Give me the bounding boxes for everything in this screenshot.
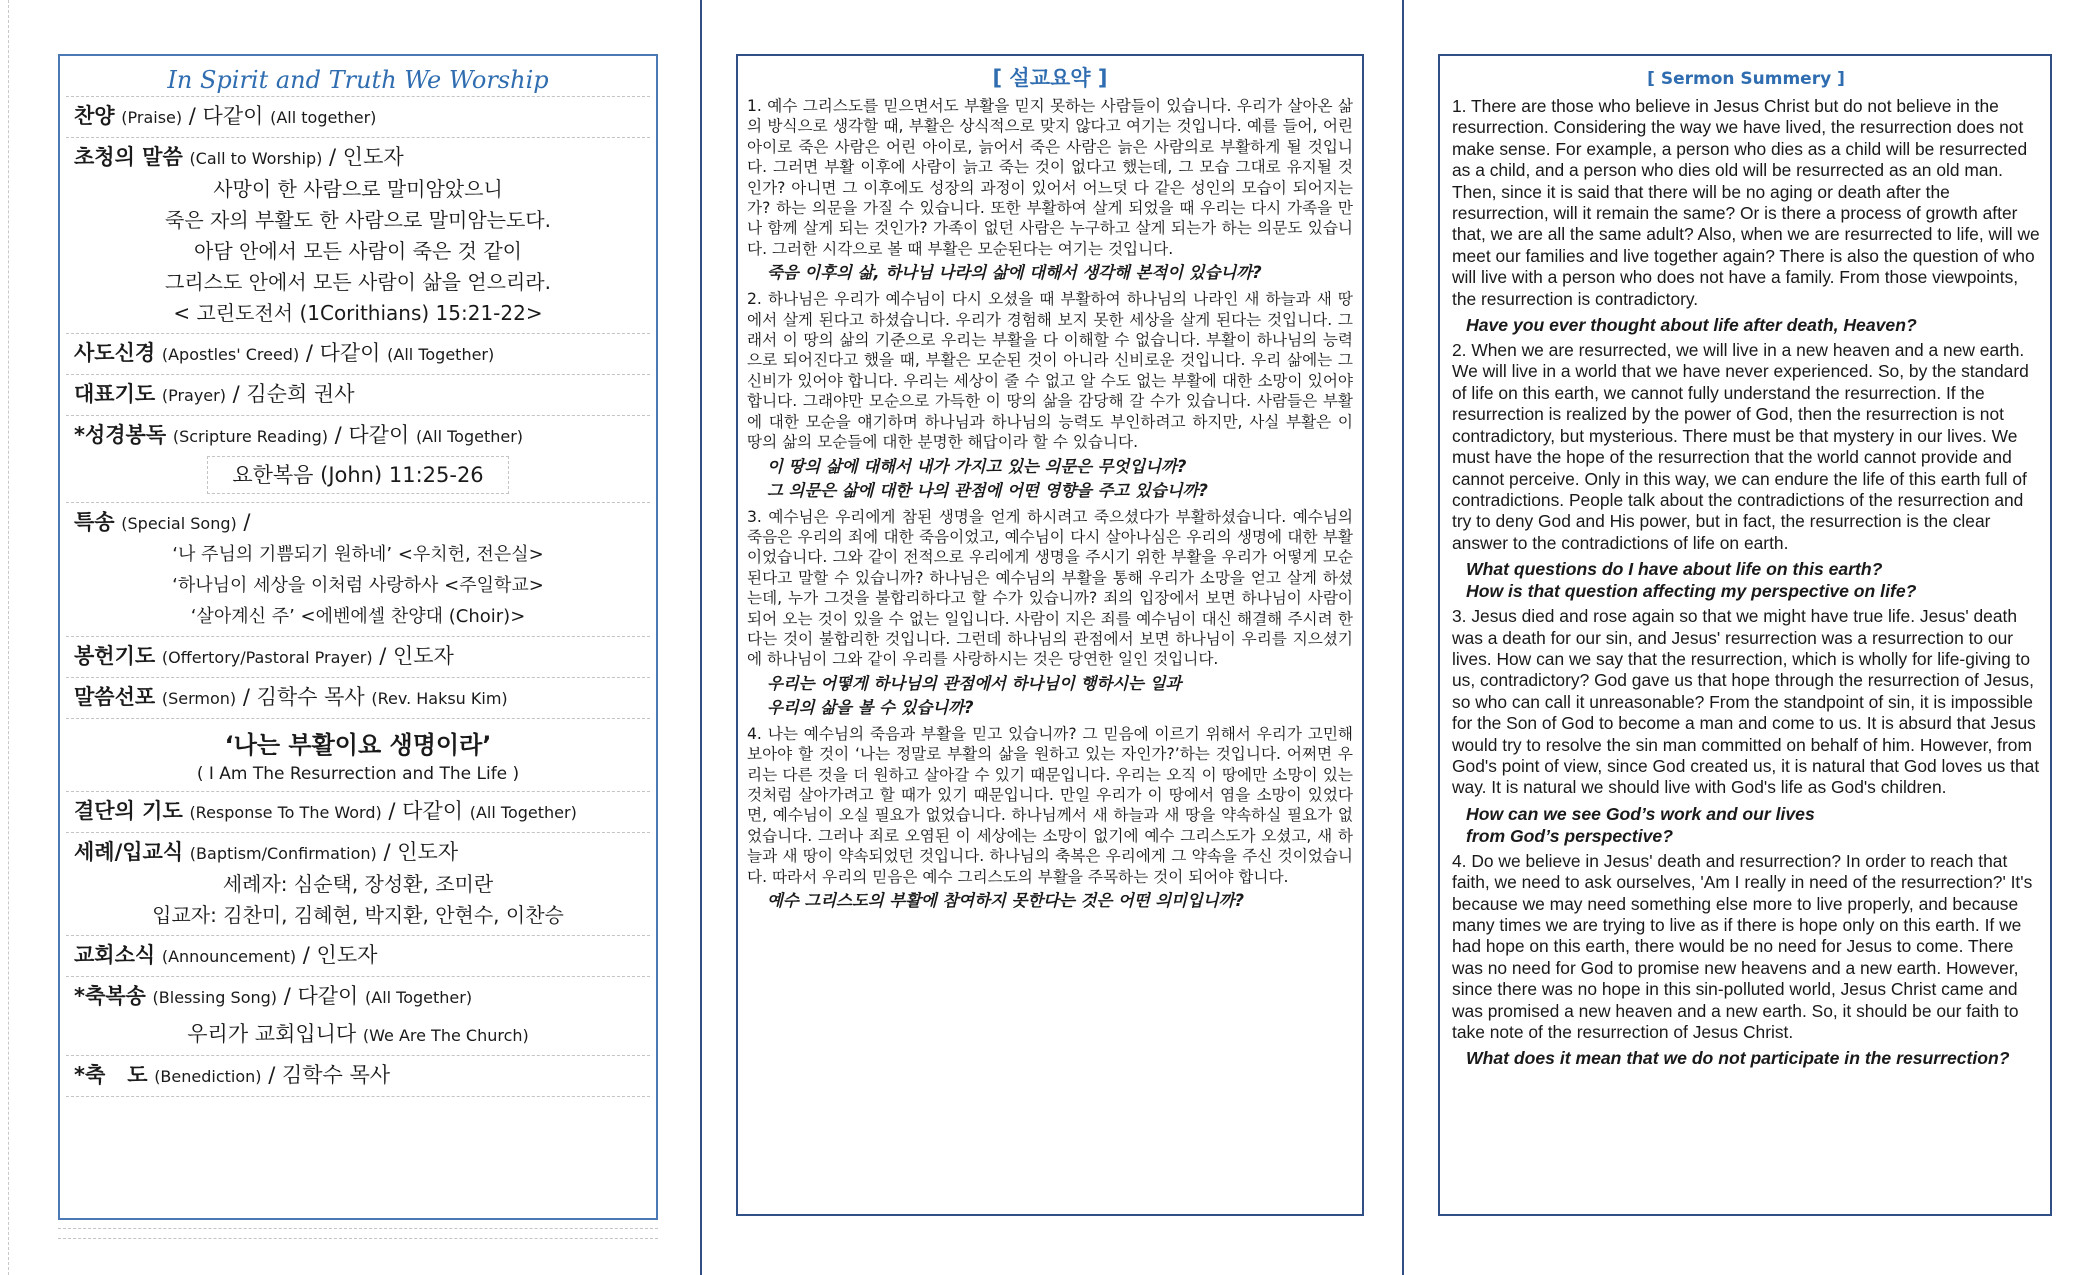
sermon-preacher-en: (Rev. Haksu Kim) xyxy=(371,689,508,708)
english-question-1: Have you ever thought about life after death, Heaven? xyxy=(1466,315,1917,336)
response-row xyxy=(66,791,650,832)
sermon-preacher: / 김학수 목사 xyxy=(236,685,372,709)
offertory-row xyxy=(66,636,650,677)
baptism-leader: / 인도자 xyxy=(376,840,459,864)
call-leader: / 인도자 xyxy=(322,145,404,169)
korean-question-3a: 우리는 어떻게 하나님의 관점에서 하나님이 행하시는 일과 xyxy=(767,673,1182,693)
bottom-dashed-line xyxy=(58,1238,658,1239)
sermon-title-row xyxy=(66,718,650,791)
creed-leader: / 다같이 xyxy=(299,341,388,365)
blessing-song-label: *축복송 xyxy=(74,984,146,1008)
special-song-separator: / xyxy=(236,510,251,534)
prayer-leader: / 김순희 권사 xyxy=(225,382,355,406)
blessing-song-leader: / 다같이 xyxy=(277,984,365,1008)
offertory-label-en: (Offertory/Pastoral Prayer) xyxy=(161,648,373,667)
english-summary-panel xyxy=(1438,54,2052,1216)
fold-line xyxy=(8,0,9,1275)
korean-question-1: 죽음 이후의 삶, 하나님 나라의 삶에 대해서 생각해 본적이 있습니까? xyxy=(767,263,1262,283)
order-title: In Spirit and Truth We Worship xyxy=(167,66,549,94)
korean-paragraph-2: 2. 하나님은 우리가 예수님이 다시 오셨을 때 부활하여 하나님의 나라인 새 하늘과 새 땅에서 살게 된다고 하셨습니다. 우리가 경험해 보지 못한 세상을 살게 된다는 것입니다. 그래서 이 땅의 삶의 기준으로 우리는 부활을 다 이해할 수 없습니다. 부활이 하나님의 능력으로 되어진다고 했을 때, 부활은 모순된 것이 아니라 신비로운 것입니다. 우리 삶에는 그 신비가 있어야 합니다. 우리는 세상이 줄 수 없고 알 수도 없는 부활에 대한 소망이 있어야 합니다. 그래야만 모순으로 가득한 이 땅의 삶을 감당해 갈 수가 있습니다. 사람들은 부활에 대한 모순을 얘기하며 하나님과 하나님의 능력도 부인하려고 하지만, 사실 부활은 이 땅의 삶의 모순들에 대한 분명한 해답이라 할 수 있습니다. xyxy=(747,290,1353,452)
sermon-row xyxy=(66,677,650,718)
call-label: 초청의 말씀 xyxy=(74,145,183,169)
call-to-worship-row xyxy=(66,137,650,333)
scripture-label-en: (Scripture Reading) xyxy=(172,427,328,446)
benediction-label-en: (Benediction) xyxy=(154,1067,262,1086)
scripture-row xyxy=(66,415,650,502)
praise-row xyxy=(66,96,650,137)
column-divider-right xyxy=(1402,0,1404,1275)
offertory-leader: / 인도자 xyxy=(372,644,454,668)
call-verse-line: 죽은 자의 부활도 한 사람으로 말미암는도다. xyxy=(165,208,551,232)
baptism-names: 세례자: 심순택, 장성환, 조미란 xyxy=(222,872,494,896)
creed-row xyxy=(66,333,650,374)
korean-question-4: 예수 그리스도의 부활에 참여하지 못한다는 것은 어떤 의미입니까? xyxy=(767,891,1244,910)
scripture-leader-en: (All Together) xyxy=(415,427,524,446)
sermon-title-en: ( I Am The Resurrection and The Life ) xyxy=(196,764,520,784)
baptism-label: 세례/입교식 xyxy=(74,840,184,864)
response-label-en: (Response To The Word) xyxy=(189,803,382,822)
english-summary-title: [ Sermon Summery ] xyxy=(1647,69,1845,89)
confirmation-names: 입교자: 김찬미, 김혜현, 박지환, 안현수, 이찬승 xyxy=(152,903,564,927)
korean-question-2a: 이 땅의 삶에 대해서 내가 가지고 있는 의문은 무엇입니까? xyxy=(767,456,1187,476)
english-paragraph-3: 3. Jesus died and rose again so that we might have true life. Jesus' death was a death for our sin, and Jesus' resurrection was a resurrection to our lives. How can we say that the resurrection, which is wholly for life-giving to us, contradictory? God gave us that hope through the resurrection of Jesus, so who can call it unreasonable? From the standpoint of sin, it is impossible for the Son of God to become a man and come to us. It is absurd that Jesus would try to resolve the sin man committed on behalf of him. However, from God's point of view, since God created us, it is natural that God loves us that way. It is natural we should live with God's life as God's children. xyxy=(1452,606,2040,798)
korean-paragraph-1: 1. 예수 그리스도를 믿으면서도 부활을 믿지 못하는 사람들이 있습니다. 우리가 살아온 삶의 방식으로 생각할 때, 부활은 상식적으로 맞지 않다고 여기는 것입니다. 예를 들어, 어린 아이로 죽은 사람은 어린 아이로, 늙어서 죽은 사람은 늙은 사람의로 부활하게 될 것입니다. 그러면 부활 이후에 사람이 늙고 죽는 것이 없다고 했는데, 그 모습 그대로 유지될 것인가? 아니면 그 이후에도 성장의 과정이 있어서 어느덧 다 같은 성인의 모습이 되어지는가? 하는 의문을 가질 수 있습니다. 또한 부활하여 살게 되었을 때 우리는 다시 가족을 만나 함께 살게 되는 것인가? 가족이 없던 사람은 누구하고 살게 되는가 하는 의문도 있습니다. 그러한 시각으로 볼 때 부활은 모순된다는 여기는 것입니다. xyxy=(747,97,1353,258)
english-paragraph-4: 4. Do we believe in Jesus' death and resurrection? In order to reach that faith, we need to ask ourselves, 'Am I really in need of the resurrection?' It's because we may need something else more to live properly, and because many times we are trying to live as if there is hope only on this earth. If we had hope on this earth, there would be no need for Jesus to come. There was no need for God to promise new heavens and a new earth. However, since there was no hope in this sin-polluted world, Jesus Christ came and was promised a new heaven and a new earth. So, it should be our faith to take note of the resurrection of Jesus Christ. xyxy=(1452,850,2033,1043)
special-song-item: ‘살아계신 주’ <에벤에셀 찬양대 (Choir)> xyxy=(190,606,526,627)
benediction-label: *축 도 xyxy=(74,1063,148,1087)
blessing-song-leader-en: (All Together) xyxy=(365,988,473,1007)
bottom-dashed-line xyxy=(58,1228,658,1229)
sermon-label: 말씀선포 xyxy=(74,685,156,709)
english-paragraph-2: 2. When we are resurrected, we will live in a new heaven and a new earth. We will live in a world that we have never experienced. So, by the standard of life on this earth, we cannot fully understand the resurrection. If the resurrection is realized by the power of God, then the resurrection is not contradictory, but mysterious. There must be that mystery in our lives. We must have the hope of the resurrection that the world cannot provide and cannot perceive. Only in this way, we can endure the life of this earth full of contradictions. People talk about the contradictions of the resurrection and try to deny God and His power, but in fact, the resurrection is the clear answer to the contradictions of life on earth. xyxy=(1452,340,2029,553)
korean-summary-title: [ 설교요약 ] xyxy=(992,66,1108,90)
blessing-song-label-en: (Blessing Song) xyxy=(152,988,278,1007)
creed-label: 사도신경 xyxy=(74,341,156,365)
blessing-song-row xyxy=(66,976,650,1055)
benediction-row xyxy=(66,1055,650,1096)
english-paragraph-1: 1. There are those who believe in Jesus Christ but do not believe in the resurrection. Considering the way we have lived, the resurrection does not make sense. For example, a person who dies as a child will be resurrected as a child, and a person who dies old will be resurrected as an old man. Then, since it is said that there will be no aging or death after the resurrection, will it remain the same? Or is there a process of growth after that, we are all the same adult? Also, when we are resurrected to life, will we meet our families and live together again? There is also the question of who will live with a person who does not have a family. From those viewpoints, the resurrection is contradictory. xyxy=(1452,96,2040,309)
blessing-song-title: 우리가 교회입니다 xyxy=(187,1022,363,1046)
sermon-title: ‘나는 부활이요 생명이라’ xyxy=(224,731,492,759)
sermon-label-en: (Sermon) xyxy=(161,689,237,708)
response-leader: / 다같이 xyxy=(381,799,470,823)
special-song-label: 특송 xyxy=(74,510,115,534)
praise-leader: / 다같이 xyxy=(182,104,271,128)
scripture-leader: / 다같이 xyxy=(327,423,416,447)
scripture-label: *성경봉독 xyxy=(74,423,167,447)
response-leader-en: (All Together) xyxy=(469,803,577,822)
praise-label-en: (Praise) xyxy=(121,108,183,127)
english-question-3b: from God’s perspective? xyxy=(1466,825,1673,846)
baptism-row xyxy=(66,832,650,935)
announcement-label-en: (Announcement) xyxy=(161,947,297,966)
blank-row xyxy=(66,1096,650,1127)
order-of-worship-panel xyxy=(58,54,658,1220)
korean-question-2b: 그 의문은 삶에 대한 나의 관점에 어떤 영향을 주고 있습니까? xyxy=(767,480,1208,500)
response-label: 결단의 기도 xyxy=(74,799,183,823)
praise-leader-en: (All together) xyxy=(270,108,377,127)
english-question-3a: How can we see God’s work and our lives xyxy=(1466,803,1815,824)
blessing-song-title-en: (We Are The Church) xyxy=(362,1026,529,1045)
call-verse-line: 사망이 한 사람으로 말미암았으니 xyxy=(213,177,503,201)
call-verse-line: 아담 안에서 모든 사람이 죽은 것 같이 xyxy=(194,239,522,263)
benediction-leader: / 김학수 목사 xyxy=(261,1063,391,1087)
prayer-label: 대표기도 xyxy=(74,382,156,406)
call-verse-line: 그리스도 안에서 모든 사람이 삶을 얻으리라. xyxy=(165,270,551,294)
special-song-item: ‘나 주님의 기쁨되기 원하네’ <우치헌, 전은실> xyxy=(172,544,544,565)
korean-paragraph-4: 4. 나는 예수님의 죽음과 부활을 믿고 있습니까? 그 믿음에 이르기 위해서 우리가 고민해 보아야 할 것이 ‘나는 정말로 부활의 삶을 원하고 있는 자인가?’하는 것입니다. 어쩌면 우리는 다른 것을 더 원하고 살아갈 수 있기 때문입니다. 우리는 오직 이 땅에만 소망이 있는 것처럼 살아가려고 할 때가 있기 때문입니다. 만일 우리가 이 땅에서 염을 소망이 있었다면, 예수님이 오실 필요가 없었습니다. 하나님께서 새 하늘과 새 땅을 약속하실 필요가 없었습니다. 그러나 죄로 오염된 이 세상에는 소망이 없기에 예수 그리스도가 오셨고, 새 하늘과 새 땅이 약속되었던 것입니다. 하나님의 축복은 우리에게 그 약속을 주신 것이었습니다. 따라서 우리의 믿음은 예수 그리스도의 부활을 주목하는 것이 되어야 합니다. xyxy=(747,724,1353,886)
offertory-label: 봉헌기도 xyxy=(74,644,156,668)
korean-question-3b: 우리의 삶을 볼 수 있습니까? xyxy=(767,697,974,717)
announcement-label: 교회소식 xyxy=(74,943,156,967)
announcement-row xyxy=(66,935,650,976)
column-divider-left xyxy=(700,0,702,1275)
call-verse-reference: < 고린도전서 (1Corithians) 15:21-22> xyxy=(173,301,543,325)
korean-paragraph-3: 3. 예수님은 우리에게 참된 생명을 얻게 하시려고 죽으셨다가 부활하셨습니다. 예수님의 죽음은 우리의 죄에 대한 죽음이었고, 예수님이 다시 살아나심은 우리의 생명에 대한 부활이었습니다. 그와 같이 전적으로 우리에게 생명을 주시기 위한 부활을 우리가 어떻게 모순된다고 말할 수 있습니까? 하나님은 예수님의 부활을 통해 우리가 소망을 얻고 살게 하셨는데, 누가 그것을 불합리하다고 할 수가 있습니까? 죄의 입장에서 보면 하나님이 사람이 되어 오는 것이 있을 수 없는 일입니다. 사람이 지은 죄를 예수님이 대신 해결해 주시려 한다는 것이 불합리한 것입니다. 그런데 하나님의 관점에서 보면 하나님이 우리를 지으셨기에 하나님이 그와 같이 우리를 사랑하시는 것은 당연한 일인 것입니다. xyxy=(747,507,1353,669)
special-song-label-en: (Special Song) xyxy=(121,514,237,533)
creed-leader-en: (All Together) xyxy=(387,345,495,364)
prayer-row xyxy=(66,374,650,415)
english-question-2b: How is that question affecting my perspective on life? xyxy=(1466,581,1917,602)
scripture-passage: 요한복음 (John) 11:25-26 xyxy=(207,456,509,494)
special-song-row xyxy=(66,502,650,636)
special-song-item: ‘하나님이 세상을 이처럼 사랑하사 <주일학교> xyxy=(172,575,544,596)
english-question-4: What does it mean that we do not participate in the resurrection? xyxy=(1466,1048,2010,1069)
praise-label: 찬양 xyxy=(74,104,115,128)
english-question-2a: What questions do I have about life on this earth? xyxy=(1466,559,1883,580)
call-label-en: (Call to Worship) xyxy=(189,149,323,168)
korean-summary-panel xyxy=(736,54,1364,1216)
baptism-label-en: (Baptism/Confirmation) xyxy=(189,844,377,863)
announcement-leader: / 인도자 xyxy=(296,943,378,967)
creed-label-en: (Apostles' Creed) xyxy=(161,345,300,364)
prayer-label-en: (Prayer) xyxy=(161,386,226,405)
